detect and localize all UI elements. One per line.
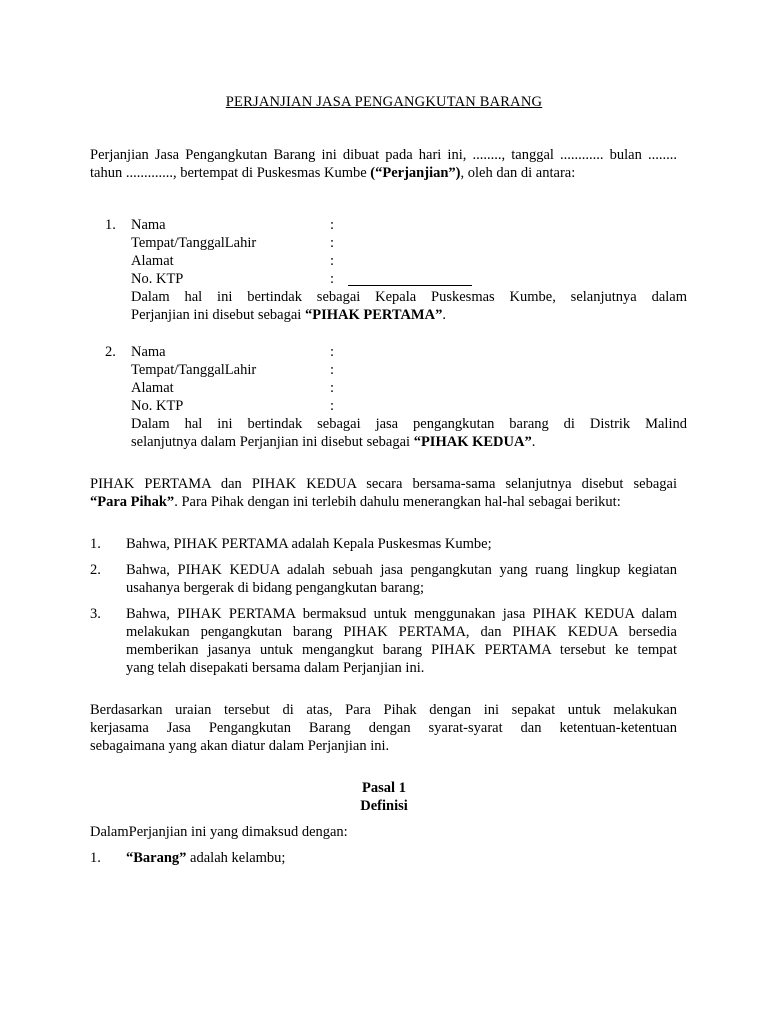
party-1-field-birth: Tempat/TanggalLahir — [131, 235, 257, 251]
intro-text-end: , oleh dan di antara: — [460, 165, 576, 181]
intro-defined-term: (“Perjanjian”) — [370, 165, 461, 181]
recital-3-line-1: Bahwa, PIHAK PERTAMA bermaksud untuk menggunakan jasa PIHAK KEDUA dalam — [126, 606, 677, 622]
document-title: PERJANJIAN JASA PENGANGKUTAN BARANG — [225, 94, 543, 110]
conclusion-line-3: sebagaimana yang akan diatur dalam Perjanjian ini. — [90, 738, 390, 754]
party-2-field-birth: Tempat/TanggalLahir — [131, 362, 257, 378]
recital-3-line-3: memberikan jasanya untuk mengangkut barang PIHAK PERTAMA tersebut ke tempat — [126, 642, 677, 658]
para-pihak-term: “Para Pihak” — [90, 494, 175, 510]
party-1-desc-line-2 — [131, 306, 446, 324]
party-2-desc-line-2 — [131, 433, 535, 451]
party-1-colon: : — [330, 235, 335, 251]
party-1-colon: : — [330, 217, 335, 233]
definition-intro: DalamPerjanjian ini yang dimaksud dengan: — [90, 824, 348, 840]
party-1-colon: : — [330, 253, 335, 269]
recital-3-number: 3. — [90, 606, 101, 622]
party-2-desc-text: selanjutnya dalam Perjanjian ini disebut sebagai — [131, 434, 414, 450]
party-2-colon: : — [330, 398, 335, 414]
party-1-ktp-blank-line — [348, 270, 472, 286]
recital-2-line-1: Bahwa, PIHAK KEDUA adalah sebuah jasa pengangkutan yang ruang lingkup kegiatan — [126, 562, 677, 578]
recital-2-number: 2. — [90, 562, 101, 578]
definition-1 — [126, 849, 285, 867]
party-1-designation: “PIHAK PERTAMA” — [304, 307, 443, 323]
party-2-colon: : — [330, 344, 335, 360]
intro-line-2 — [90, 164, 575, 182]
party-1-desc-end: . — [442, 307, 446, 323]
recital-1-number: 1. — [90, 536, 101, 552]
definition-1-term: “Barang” — [126, 850, 187, 866]
party-2-desc-end: . — [531, 434, 536, 450]
pasal-subheading: Definisi — [360, 798, 408, 814]
para-pihak-line-2 — [90, 493, 621, 511]
party-2-colon: : — [330, 362, 335, 378]
conclusion-line-1: Berdasarkan uraian tersebut di atas, Para Pihak dengan ini sepakat untuk melakukan — [90, 702, 677, 718]
party-1-desc-line-1: Dalam hal ini bertindak sebagai Kepala Puskesmas Kumbe, selanjutnya dalam — [131, 289, 687, 305]
intro-text: tahun ............., bertempat di Puskesmas Kumbe — [90, 165, 371, 181]
party-2-number: 2. — [105, 344, 116, 360]
intro-line-1: Perjanjian Jasa Pengangkutan Barang ini dibuat pada hari ini, ........, tanggal ............ bulan ........ — [90, 147, 677, 163]
party-2-field-ktp: No. KTP — [131, 398, 184, 414]
conclusion-line-2: kerjasama Jasa Pengangkutan Barang dengan syarat-syarat dan ketentuan-ketentuan — [90, 720, 677, 736]
party-1-field-address: Alamat — [131, 253, 174, 269]
party-1-number: 1. — [105, 217, 116, 233]
party-1-field-name: Nama — [131, 217, 166, 233]
party-2-colon: : — [330, 380, 335, 396]
party-2-designation: “PIHAK KEDUA” — [413, 434, 532, 450]
pasal-heading: Pasal 1 — [362, 780, 406, 796]
party-1-colon: : — [330, 271, 335, 287]
party-2-field-name: Nama — [131, 344, 166, 360]
party-2-desc-line-1: Dalam hal ini bertindak sebagai jasa pengangkutan barang di Distrik Malind — [131, 416, 687, 432]
party-2-field-address: Alamat — [131, 380, 174, 396]
recital-3-line-2: melakukan pengangkutan barang PIHAK PERTAMA, dan PIHAK KEDUA bersedia — [126, 624, 677, 640]
definition-1-number: 1. — [90, 850, 101, 866]
para-pihak-text: . Para Pihak dengan ini terlebih dahulu menerangkan hal-hal sebagai berikut: — [174, 494, 621, 510]
para-pihak-line-1: PIHAK PERTAMA dan PIHAK KEDUA secara bersama-sama selanjutnya disebut sebagai — [90, 476, 677, 492]
recital-1-line-1: Bahwa, PIHAK PERTAMA adalah Kepala Puskesmas Kumbe; — [126, 536, 492, 552]
recital-2-line-2: usahanya bergerak di bidang pengangkutan barang; — [126, 580, 425, 596]
party-1-field-ktp: No. KTP — [131, 271, 184, 287]
recital-3-line-4: yang telah disepakati bersama dalam Perjanjian ini. — [126, 660, 425, 676]
definition-1-text: adalah kelambu; — [186, 850, 286, 866]
party-1-desc-text: Perjanjian ini disebut sebagai — [131, 307, 305, 323]
